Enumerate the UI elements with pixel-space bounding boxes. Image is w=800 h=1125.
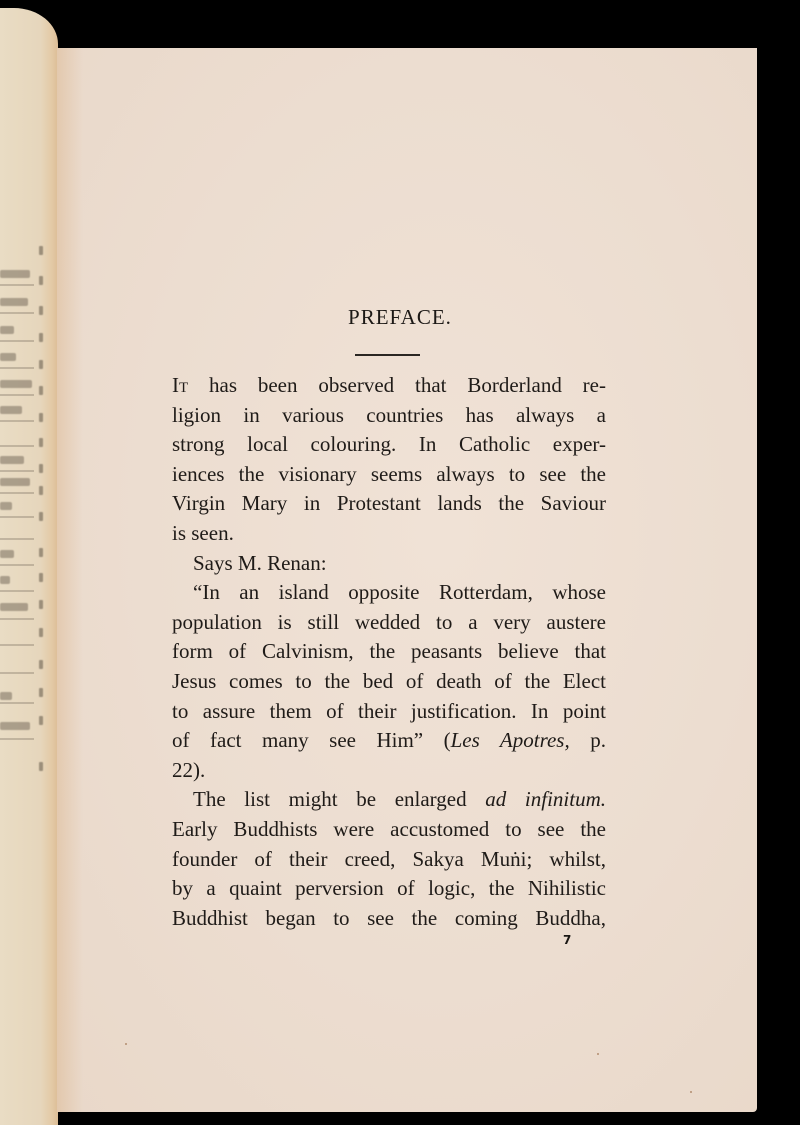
toc-page-number [39,246,43,255]
toc-entry [0,502,12,510]
toc-leader [0,470,34,472]
toc-page-number [39,360,43,369]
line-text: of fact many see Him” ( [172,728,451,753]
toc-leader [0,420,34,422]
text-line: ligion in various countries has always a [172,402,606,427]
toc-page-number [39,688,43,697]
line-text: has been observed that Borderland re- [188,373,606,397]
toc-entry [0,456,24,464]
italic-citation: Les Apotres, [450,728,570,753]
toc-page-number [39,306,43,315]
line-text: p. [569,728,606,753]
text-line: iences the visionary seems always to see the [172,461,606,486]
text-line: Early Buddhists were accustomed to see the [172,816,606,841]
paper-speck [597,1053,599,1055]
toc-entry [0,576,10,584]
text-line [172,371,606,401]
facing-page-edge [0,8,58,1125]
toc-page-number [39,548,43,557]
text-line: is seen. [172,520,234,545]
toc-leader [0,516,34,518]
toc-leader [0,618,34,620]
text-line: form of Calvinism, the peasants believe that [172,639,606,664]
toc-page-number [39,413,43,422]
title-rule [355,354,420,356]
toc-leader [0,394,34,396]
page-number: 7 [563,933,572,947]
text-line: Buddhist began to see the coming Buddha, [172,905,606,930]
text-line: Says M. Renan: [193,550,327,575]
toc-leader [0,284,34,286]
toc-page-number [39,762,43,771]
text-line [172,785,606,815]
toc-page-number [39,276,43,285]
toc-page-number [39,386,43,395]
toc-entry [0,478,30,486]
small-caps-lead: It [172,373,189,397]
toc-page-number [39,438,43,447]
paper-speck [690,1091,692,1093]
toc-entry [0,270,30,278]
toc-entry [0,326,14,334]
toc-page-number [39,573,43,582]
toc-entry [0,380,32,388]
toc-entry [0,353,16,361]
toc-leader [0,738,34,740]
text-line: by a quaint perversion of logic, the Nihilistic [172,876,606,901]
toc-entry [0,550,14,558]
body-text [172,371,606,933]
toc-entry [0,603,28,611]
text-line: founder of their creed, Sakya Muṅi; whilst, [172,846,606,871]
toc-page-number [39,660,43,669]
paper-speck [125,1043,127,1045]
text-line: Jesus comes to the bed of death of the Elect [172,668,606,693]
book-page [57,48,757,1112]
line-text: The list might be enlarged [193,787,486,812]
text-line: 22). [172,757,206,782]
toc-leader [0,672,34,674]
toc-page-number [39,333,43,342]
toc-leader [0,445,34,447]
toc-page-number [39,628,43,637]
toc-page-number [39,716,43,725]
toc-leader [0,564,34,566]
text-line: strong local colouring. In Catholic exper- [172,432,606,457]
italic-phrase: ad infinitum. [485,787,606,812]
page-title: PREFACE. [348,305,452,329]
toc-leader [0,702,34,704]
toc-leader [0,367,34,369]
toc-leader [0,538,34,540]
toc-page-number [39,512,43,521]
toc-page-number [39,600,43,609]
toc-leader [0,312,34,314]
text-line: “In an island opposite Rotterdam, whose [193,580,606,605]
text-line: population is still wedded to a very austere [172,609,606,634]
toc-leader [0,340,34,342]
text-line: to assure them of their justification. In point [172,698,606,723]
text-line: Virgin Mary in Protestant lands the Saviour [172,491,606,516]
toc-entry [0,722,30,730]
toc-page-number [39,486,43,495]
toc-leader [0,492,34,494]
toc-entry [0,406,22,414]
toc-entry [0,692,12,700]
toc-leader [0,590,34,592]
toc-entry [0,298,28,306]
text-line [172,726,606,756]
toc-leader [0,644,34,646]
toc-page-number [39,464,43,473]
